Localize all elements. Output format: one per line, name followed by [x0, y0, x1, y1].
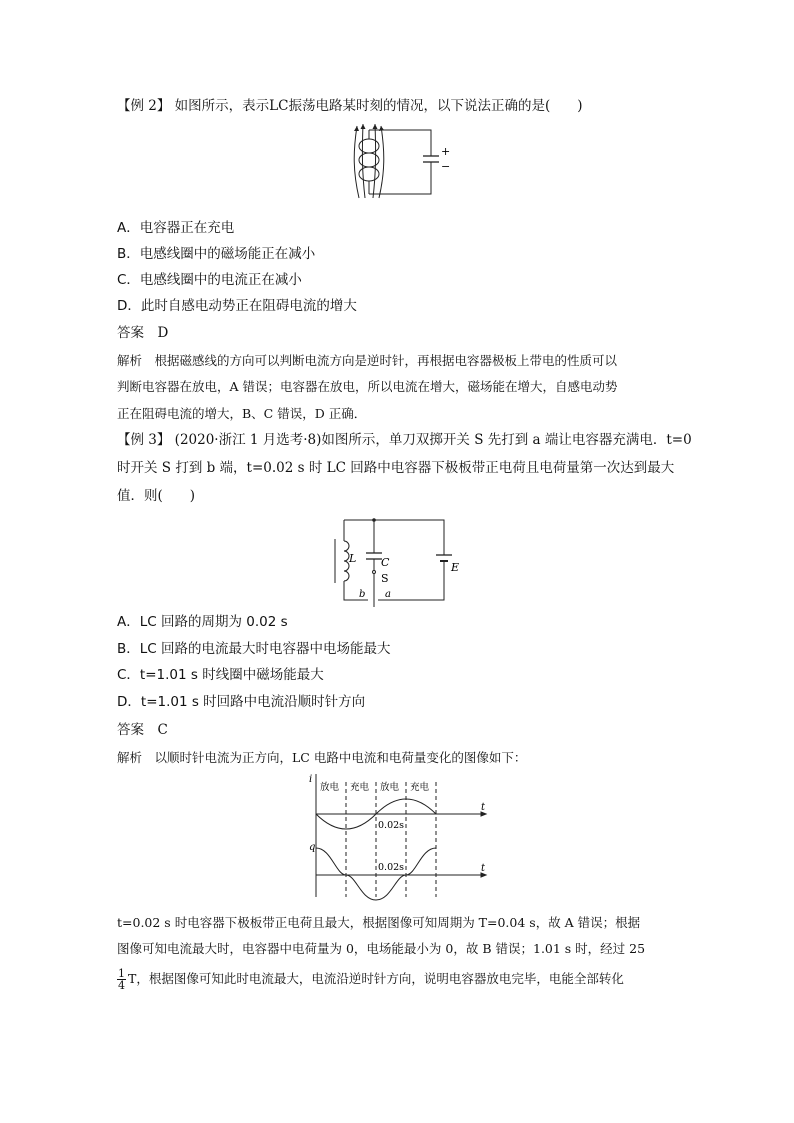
- segment-discharge-1: 放电: [320, 782, 340, 793]
- ex3-analysis-line-3-text: T，根据图像可知此时电流最大，电流沿逆时针方向，说明电容器放电完毕，电能全部转化: [128, 971, 624, 986]
- ex2-answer: 答案 D: [117, 325, 169, 341]
- ex2-option-b: B．电感线圈中的磁场能正在减小: [117, 246, 316, 262]
- example-3-stem-line-3: 值．则( ): [117, 488, 196, 504]
- capacitor-plus-sign: +: [441, 145, 451, 158]
- capacitor-label: C: [381, 556, 390, 569]
- i-axis-label: i: [309, 774, 313, 785]
- example-3-stem-line-1: 【例 3】 (2020·浙江 1 月选考·8)如图所示，单刀双掷开关 S 先打到 a 端让电容器充满电．t=0: [117, 432, 692, 448]
- q-axis-label: q: [309, 842, 316, 853]
- ex3-answer: 答案 C: [117, 722, 168, 738]
- segment-discharge-2: 放电: [380, 782, 400, 793]
- inductor-label: L: [349, 552, 357, 565]
- segment-charge-2: 充电: [410, 782, 430, 793]
- mark-002s-bottom: 0.02s: [378, 862, 405, 873]
- ex2-option-a: A．电容器正在充电: [117, 220, 235, 236]
- ex2-option-d: D．此时自感电动势正在阻碍电流的增大: [117, 298, 357, 314]
- segment-charge-1: 充电: [350, 782, 370, 793]
- example-2-stem: 【例 2】 如图所示，表示LC振荡电路某时刻的情况，以下说法正确的是( ): [117, 98, 583, 114]
- ex3-option-b: B．LC 回路的电流最大时电容器中电场能最大: [117, 641, 391, 657]
- t-axis-label-bottom: t: [481, 863, 486, 874]
- mark-002s-top: 0.02s: [378, 820, 405, 831]
- switch-circuit-diagram: [330, 515, 460, 605]
- i-q-graph: [306, 772, 496, 902]
- ex3-option-a: A．LC 回路的周期为 0.02 s: [117, 614, 288, 630]
- ex3-analysis-line-1: t=0.02 s 时电容器下极板带正电荷且最大，根据图像可知周期为 T=0.04 s，故 A 错误；根据: [117, 915, 641, 930]
- ex2-analysis-line-1: 解析 根据磁感线的方向可以判断电流方向是逆时针，再根据电容器极板上带电的性质可以: [117, 353, 618, 368]
- fraction-one-quarter: $\frac{1}{4}$: [118, 967, 125, 992]
- ex3-option-c: C．t=1.01 s 时线圈中磁场能最大: [117, 667, 324, 683]
- lc-circuit-diagram: [345, 122, 455, 202]
- ex3-analysis-line-3: [117, 968, 683, 991]
- terminal-b-label: b: [359, 589, 366, 600]
- ex2-analysis-line-2: 判断电容器在放电，A 错误；电容器在放电，所以电流在增大，磁场能在增大，自感电动势: [117, 379, 618, 394]
- ex3-option-d: D．t=1.01 s 时回路中电流沿顺时针方向: [117, 694, 366, 710]
- capacitor-minus-sign: −: [441, 160, 451, 173]
- example-3-stem-line-2: 时开关 S 打到 b 端，t=0.02 s 时 LC 回路中电容器下极板带正电荷且电荷量第一次达到最大: [117, 460, 675, 476]
- ex2-analysis-line-3: 正在阻碍电流的增大，B、C 错误，D 正确．: [117, 406, 367, 421]
- switch-label: S: [381, 572, 389, 585]
- t-axis-label-top: t: [481, 802, 486, 813]
- ex3-analysis-line-2: 图像可知电流最大时，电容器中电荷量为 0，电场能最小为 0，故 B 错误；1.01 s 时，经过 25: [117, 941, 646, 956]
- ex2-option-c: C．电感线圈中的电流正在减小: [117, 272, 302, 288]
- terminal-a-label: a: [385, 589, 391, 600]
- ex3-analysis-intro: 解析 以顺时针电流为正方向，LC 电路中电流和电荷量变化的图像如下：: [117, 750, 527, 765]
- battery-label: E: [451, 561, 460, 574]
